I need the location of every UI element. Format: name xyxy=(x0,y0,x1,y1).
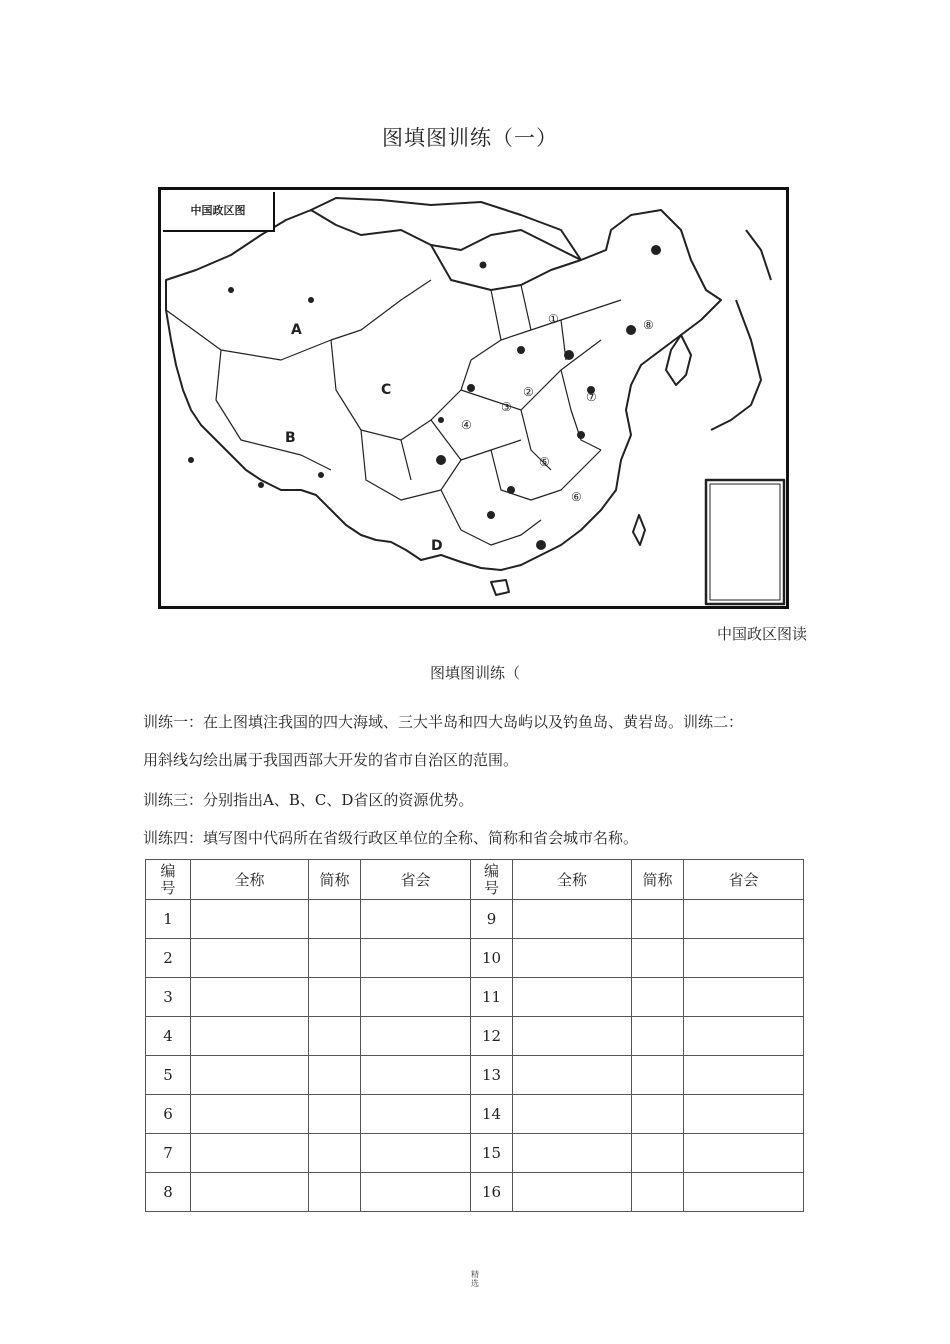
full-name-cell[interactable] xyxy=(191,1095,309,1134)
table-row xyxy=(146,1134,804,1173)
capital-cell[interactable] xyxy=(361,1134,471,1173)
capital-cell[interactable] xyxy=(684,1017,804,1056)
map-caption: 中国政区图读 xyxy=(716,625,807,643)
full-name-cell[interactable] xyxy=(513,1095,632,1134)
header-capital: 省会 xyxy=(684,860,804,900)
map-number: ⑥ xyxy=(571,490,582,504)
map-number: ① xyxy=(548,312,559,326)
exercise-line-3: 训练三：分别指出A、B、C、D省区的资源优势。 xyxy=(143,791,474,809)
full-name-cell[interactable] xyxy=(191,900,309,939)
capital-cell[interactable] xyxy=(361,900,471,939)
capital-cell[interactable] xyxy=(361,1095,471,1134)
header-full-name: 全称 xyxy=(191,860,309,900)
header-short-name: 简称 xyxy=(632,860,684,900)
short-name-cell[interactable] xyxy=(309,1095,361,1134)
answer-table xyxy=(145,859,804,1212)
capital-cell[interactable] xyxy=(361,1017,471,1056)
row-number: 1 xyxy=(146,900,191,939)
row-number: 7 xyxy=(146,1134,191,1173)
row-number: 14 xyxy=(471,1095,513,1134)
capital-cell[interactable] xyxy=(361,978,471,1017)
row-number: 3 xyxy=(146,978,191,1017)
short-name-cell[interactable] xyxy=(309,939,361,978)
row-number: 4 xyxy=(146,1017,191,1056)
short-name-cell[interactable] xyxy=(309,1134,361,1173)
full-name-cell[interactable] xyxy=(191,1173,309,1212)
map-number: ⑦ xyxy=(586,390,597,404)
full-name-cell[interactable] xyxy=(191,1134,309,1173)
short-name-cell[interactable] xyxy=(309,978,361,1017)
header-capital: 省会 xyxy=(361,860,471,900)
header-number: 编 号 xyxy=(146,860,191,900)
full-name-cell[interactable] xyxy=(191,1056,309,1095)
page-footer xyxy=(0,1270,950,1288)
short-name-cell[interactable] xyxy=(309,1056,361,1095)
capital-cell[interactable] xyxy=(361,939,471,978)
map-label: 中国政区图 xyxy=(163,192,275,232)
row-number: 12 xyxy=(471,1017,513,1056)
map-number: ⑧ xyxy=(643,318,654,332)
capital-cell[interactable] xyxy=(684,978,804,1017)
table-row xyxy=(146,1017,804,1056)
capital-cell[interactable] xyxy=(361,1173,471,1212)
header-short-name: 简称 xyxy=(309,860,361,900)
short-name-cell[interactable] xyxy=(309,1173,361,1212)
region-letter-a: A xyxy=(291,322,302,338)
row-number: 6 xyxy=(146,1095,191,1134)
short-name-cell[interactable] xyxy=(632,978,684,1017)
map-number: ③ xyxy=(501,400,512,414)
full-name-cell[interactable] xyxy=(513,1017,632,1056)
map-drawing xyxy=(161,190,786,606)
row-number: 16 xyxy=(471,1173,513,1212)
row-number: 13 xyxy=(471,1056,513,1095)
table-row xyxy=(146,978,804,1017)
exercise-line-2: 用斜线勾绘出属于我国西部大开发的省市自治区的范围。 xyxy=(143,751,519,769)
exercise-line-1: 训练一：在上图填注我国的四大海域、三大半岛和四大岛屿以及钓鱼岛、黄岩岛。训练二： xyxy=(143,713,744,731)
exercise-line-4: 训练四：填写图中代码所在省级行政区单位的全称、简称和省会城市名称。 xyxy=(143,829,639,847)
row-number: 5 xyxy=(146,1056,191,1095)
short-name-cell[interactable] xyxy=(632,1173,684,1212)
table-row xyxy=(146,1095,804,1134)
region-letter-b: B xyxy=(285,430,296,446)
capital-cell[interactable] xyxy=(684,1095,804,1134)
table-row xyxy=(146,939,804,978)
short-name-cell[interactable] xyxy=(632,900,684,939)
china-political-map xyxy=(158,187,789,609)
short-name-cell[interactable] xyxy=(632,1134,684,1173)
row-number: 8 xyxy=(146,1173,191,1212)
row-number: 11 xyxy=(471,978,513,1017)
header-full-name: 全称 xyxy=(513,860,632,900)
capital-cell[interactable] xyxy=(684,1173,804,1212)
short-name-cell[interactable] xyxy=(632,1095,684,1134)
page-title: 图填图训练（一） xyxy=(382,126,558,150)
footer-line-2: 选 xyxy=(471,1279,479,1288)
short-name-cell[interactable] xyxy=(632,1017,684,1056)
map-number: ② xyxy=(523,385,534,399)
capital-cell[interactable] xyxy=(684,900,804,939)
full-name-cell[interactable] xyxy=(513,1173,632,1212)
capital-cell[interactable] xyxy=(361,1056,471,1095)
short-name-cell[interactable] xyxy=(309,900,361,939)
region-letter-d: D xyxy=(431,538,443,554)
full-name-cell[interactable] xyxy=(191,939,309,978)
capital-cell[interactable] xyxy=(684,939,804,978)
capital-cell[interactable] xyxy=(684,1056,804,1095)
table-header-row xyxy=(146,860,804,900)
row-number: 2 xyxy=(146,939,191,978)
table-row xyxy=(146,900,804,939)
full-name-cell[interactable] xyxy=(513,939,632,978)
row-number: 9 xyxy=(471,900,513,939)
full-name-cell[interactable] xyxy=(513,978,632,1017)
table-row xyxy=(146,1173,804,1212)
map-number: ④ xyxy=(461,418,472,432)
footer-line-1: 精 xyxy=(471,1270,479,1279)
full-name-cell[interactable] xyxy=(513,1056,632,1095)
row-number: 10 xyxy=(471,939,513,978)
short-name-cell[interactable] xyxy=(309,1017,361,1056)
full-name-cell[interactable] xyxy=(513,900,632,939)
full-name-cell[interactable] xyxy=(513,1134,632,1173)
section-subtitle: 图填图训练（ xyxy=(429,664,520,682)
row-number: 15 xyxy=(471,1134,513,1173)
map-number: ⑤ xyxy=(539,455,550,469)
full-name-cell[interactable] xyxy=(191,1017,309,1056)
capital-cell[interactable] xyxy=(684,1134,804,1173)
full-name-cell[interactable] xyxy=(191,978,309,1017)
region-letter-c: C xyxy=(381,382,392,398)
header-number: 编 号 xyxy=(471,860,513,900)
short-name-cell[interactable] xyxy=(632,1056,684,1095)
table-row xyxy=(146,1056,804,1095)
short-name-cell[interactable] xyxy=(632,939,684,978)
